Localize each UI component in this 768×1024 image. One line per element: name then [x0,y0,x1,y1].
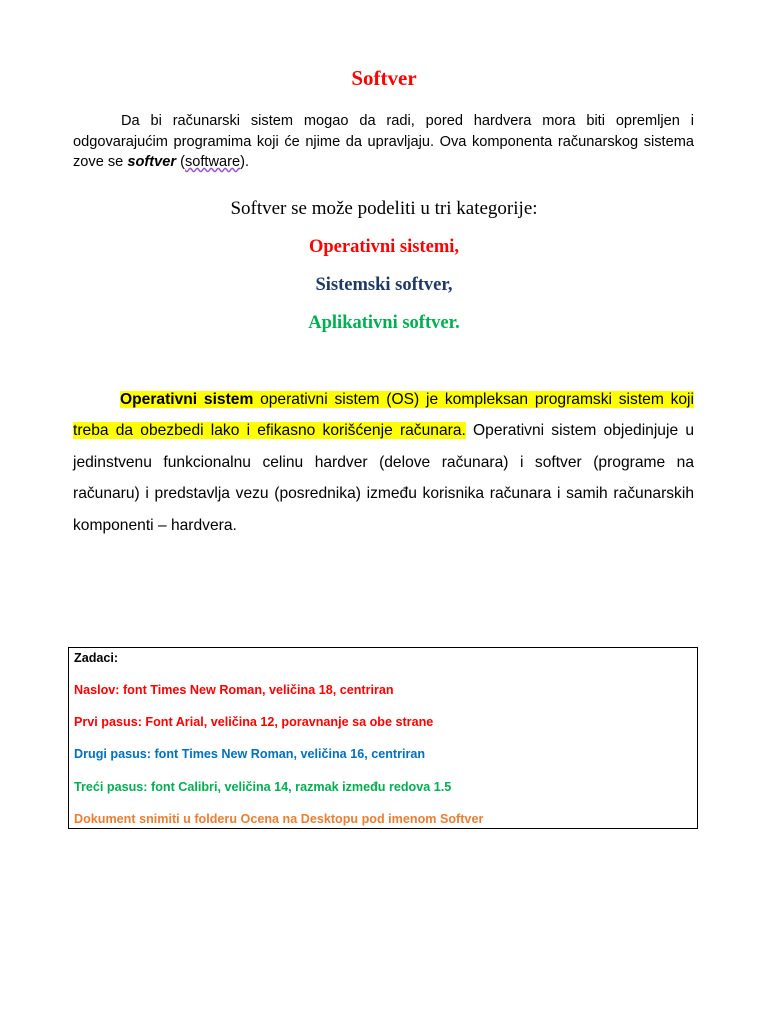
software-link[interactable]: software [184,154,241,170]
task-item: Drugi pasus: font Times New Roman, veličina 16, centriran [74,747,426,761]
task-item: Dokument snimiti u folderu Ocena na Desktopu pod imenom Softver [74,812,484,826]
os-rest-text: Operativni sistem objedinjuje u jedinstvenu funkcionalnu celinu hardver (delove računara) i softver (programe na računaru) i predstavlja vezu (posrednika) između korisnika računara i samih računarskih komponenti – hardvera. [73,422,694,534]
intro-paren-close: ). [240,154,250,170]
intro-text: Da bi računarski sistem mogao da radi, pored hardvera mora biti opremljen i odgovarajućim programima koji će njime da upravljaju. Ova komponenta računarskog sistema zove se [73,113,694,170]
category-system-software: Sistemski softver, [315,275,453,295]
task-item: Prvi pasus: Font Arial, veličina 12, poravnanje sa obe strane [74,715,434,729]
tasks-heading: Zadaci: [74,651,119,665]
task-item: Treći pasus: font Calibri, veličina 14, razmak između redova 1.5 [74,780,452,794]
paragraph-intro [73,111,694,173]
tasks-box [68,647,698,829]
os-bold-lead: Operativni sistem [120,391,254,408]
task-item: Naslov: font Times New Roman, veličina 18, centriran [74,683,394,697]
paragraph-operating-system [73,384,694,541]
intro-paren-open: ( [176,154,185,170]
category-operating-systems: Operativni sistemi, [308,237,460,257]
document-title: Softver [351,66,417,90]
paragraph-categories-intro: Softver se može podeliti u tri kategorije: [230,198,538,219]
os-highlighted-text: operativni sistem (OS) je kompleksan programski sistem koji treba da obezbedi lako i efikasno korišćenje računara. [73,391,694,440]
intro-softver-term: softver [127,154,177,170]
category-application-software: Aplikativni softver. [308,313,460,333]
